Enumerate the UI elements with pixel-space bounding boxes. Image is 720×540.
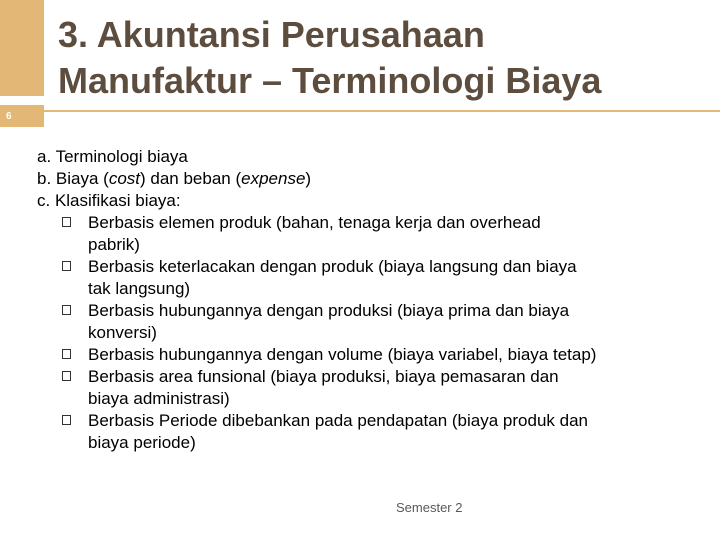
item-b-cost: cost bbox=[108, 169, 140, 188]
item-c bbox=[37, 190, 707, 212]
slide-title bbox=[58, 12, 708, 104]
slide-number: 6 bbox=[0, 105, 44, 127]
list-item-line-1: Berbasis area funsional (biaya produksi, biaya pemasaran dan bbox=[88, 367, 559, 386]
list-item-line-2: biaya administrasi) bbox=[88, 389, 230, 408]
footer-text: Semester 2 bbox=[396, 500, 463, 515]
list-item bbox=[37, 366, 707, 410]
item-b-text-1: b. Biaya ( bbox=[37, 169, 109, 188]
list-item-line-2: tak langsung) bbox=[88, 279, 191, 298]
list-item-line-1: Berbasis Periode dibebankan pada pendapatan (biaya produk dan bbox=[88, 411, 588, 430]
list-item bbox=[37, 344, 707, 366]
square-bullet-icon bbox=[62, 305, 71, 315]
list-item bbox=[37, 300, 707, 344]
slide-content bbox=[37, 146, 707, 454]
item-b-expense: expense bbox=[241, 169, 306, 188]
list-item bbox=[37, 256, 707, 300]
accent-bar bbox=[0, 0, 44, 96]
title-divider bbox=[44, 110, 720, 112]
list-item-line-2: biaya periode) bbox=[88, 433, 196, 452]
list-item-line-1: Berbasis hubungannya dengan volume (biaya variabel, biaya tetap) bbox=[88, 345, 597, 364]
square-bullet-icon bbox=[62, 415, 71, 425]
square-bullet-icon bbox=[62, 261, 71, 271]
item-b-text-2: ) dan beban ( bbox=[140, 169, 242, 188]
item-a bbox=[37, 146, 707, 168]
title-line-2: Manufaktur – Terminologi Biaya bbox=[58, 60, 602, 101]
list-item-line-2: konversi) bbox=[88, 323, 157, 342]
list-item-line-1: Berbasis keterlacakan dengan produk (biaya langsung dan biaya bbox=[88, 257, 577, 276]
item-b-text-3: ) bbox=[305, 169, 312, 188]
list-item-line-2: pabrik) bbox=[88, 235, 140, 254]
square-bullet-icon bbox=[62, 349, 71, 359]
item-b bbox=[37, 168, 707, 190]
list-item bbox=[37, 410, 707, 454]
item-a-text: a. Terminologi biaya bbox=[37, 147, 188, 166]
item-c-text: c. Klasifikasi biaya: bbox=[37, 191, 181, 210]
list-item-line-1: Berbasis hubungannya dengan produksi (biaya prima dan biaya bbox=[88, 301, 570, 320]
list-item-line-1: Berbasis elemen produk (bahan, tenaga kerja dan overhead bbox=[88, 213, 541, 232]
square-bullet-icon bbox=[62, 371, 71, 381]
title-line-1: 3. Akuntansi Perusahaan bbox=[58, 14, 485, 55]
list-item bbox=[37, 212, 707, 256]
classification-list bbox=[37, 212, 707, 454]
square-bullet-icon bbox=[62, 217, 71, 227]
